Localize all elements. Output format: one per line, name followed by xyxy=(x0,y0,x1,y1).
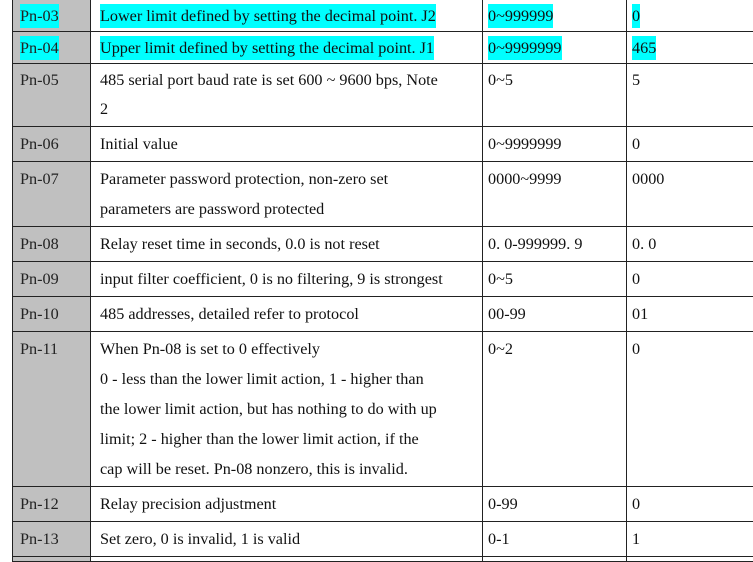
description-line: limit; 2 - higher than the lower limit action, if the xyxy=(100,424,482,454)
param-range: 0. 0-999999. 9 xyxy=(483,227,627,262)
param-code: Pn-10 xyxy=(13,297,91,332)
description-line: the lower limit action, but has nothing to do with up xyxy=(100,394,482,424)
param-range-cell xyxy=(483,32,627,64)
param-description: Initial value xyxy=(91,127,483,162)
param-value: 0 xyxy=(627,262,753,297)
param-code: Pn-08 xyxy=(13,227,91,262)
table-row xyxy=(13,127,753,162)
param-range-cell xyxy=(483,0,627,32)
param-range: 0-1 xyxy=(483,522,627,557)
param-range: 00-99 xyxy=(483,297,627,332)
param-code-cell xyxy=(13,0,91,32)
param-code-cell-empty xyxy=(13,557,91,562)
param-value: 465 xyxy=(632,36,656,60)
param-value: 1 xyxy=(627,522,753,557)
description-line: cap will be reset. Pn-08 nonzero, this is invalid. xyxy=(100,454,482,484)
param-code: Pn-06 xyxy=(13,127,91,162)
param-code: Pn-05 xyxy=(13,64,91,127)
param-value: 01 xyxy=(627,297,753,332)
description-line: Parameter password protection, non-zero set xyxy=(100,164,482,194)
param-description xyxy=(91,332,483,487)
param-range: 0~9999999 xyxy=(483,127,627,162)
param-description: Lower limit defined by setting the decimal point. J2 xyxy=(100,4,436,28)
param-range: 0~999999 xyxy=(488,4,553,28)
param-value: 0 xyxy=(632,4,640,28)
param-value: 0 xyxy=(627,332,753,487)
param-code: Pn-04 xyxy=(20,36,59,60)
param-value: 0 xyxy=(627,487,753,522)
param-value: 5 xyxy=(627,64,753,127)
param-code: Pn-07 xyxy=(13,162,91,227)
param-code: Pn-03 xyxy=(20,4,59,28)
parameter-table xyxy=(12,0,753,562)
table-row xyxy=(13,332,753,487)
param-value: 0000 xyxy=(627,162,753,227)
table-row xyxy=(13,297,753,332)
table-row xyxy=(13,487,753,522)
table-row xyxy=(13,0,753,32)
param-code: Pn-13 xyxy=(13,522,91,557)
param-range: 0~5 xyxy=(483,262,627,297)
param-value-cell-empty xyxy=(627,557,753,562)
param-range: 0~5 xyxy=(483,64,627,127)
param-range: 0-99 xyxy=(483,487,627,522)
table-row xyxy=(13,522,753,557)
param-code-cell xyxy=(13,32,91,64)
param-range: 0~9999999 xyxy=(488,36,562,60)
param-description: Relay reset time in seconds, 0.0 is not reset xyxy=(91,227,483,262)
param-desc-cell xyxy=(91,0,483,32)
table-row-partial xyxy=(13,557,753,562)
param-description: input filter coefficient, 0 is no filtering, 9 is strongest xyxy=(91,262,483,297)
param-value: 0 xyxy=(627,127,753,162)
table-row xyxy=(13,227,753,262)
param-description: Set zero, 0 is invalid, 1 is valid xyxy=(91,522,483,557)
param-value: 0. 0 xyxy=(627,227,753,262)
description-line: When Pn-08 is set to 0 effectively xyxy=(100,334,482,364)
param-value-cell xyxy=(627,0,753,32)
param-description xyxy=(91,162,483,227)
table-row xyxy=(13,162,753,227)
param-range-cell-empty xyxy=(483,557,627,562)
param-value-cell xyxy=(627,32,753,64)
description-line: 0 - less than the lower limit action, 1 - higher than xyxy=(100,364,482,394)
param-range: 0000~9999 xyxy=(483,162,627,227)
param-description: Relay precision adjustment xyxy=(91,487,483,522)
description-line: 485 serial port baud rate is set 600 ~ 9600 bps, Note xyxy=(100,66,482,95)
param-code: Pn-09 xyxy=(13,262,91,297)
description-line: parameters are password protected xyxy=(100,194,482,224)
param-code: Pn-11 xyxy=(13,332,91,487)
param-description xyxy=(91,64,483,127)
param-range: 0~2 xyxy=(483,332,627,487)
table-row xyxy=(13,64,753,127)
description-line: 2 xyxy=(100,95,482,124)
param-code: Pn-12 xyxy=(13,487,91,522)
table-row xyxy=(13,32,753,64)
param-desc-cell-empty xyxy=(91,557,483,562)
param-description: Upper limit defined by setting the decimal point. J1 xyxy=(100,36,434,60)
table-row xyxy=(13,262,753,297)
param-desc-cell xyxy=(91,32,483,64)
param-description: 485 addresses, detailed refer to protocol xyxy=(91,297,483,332)
